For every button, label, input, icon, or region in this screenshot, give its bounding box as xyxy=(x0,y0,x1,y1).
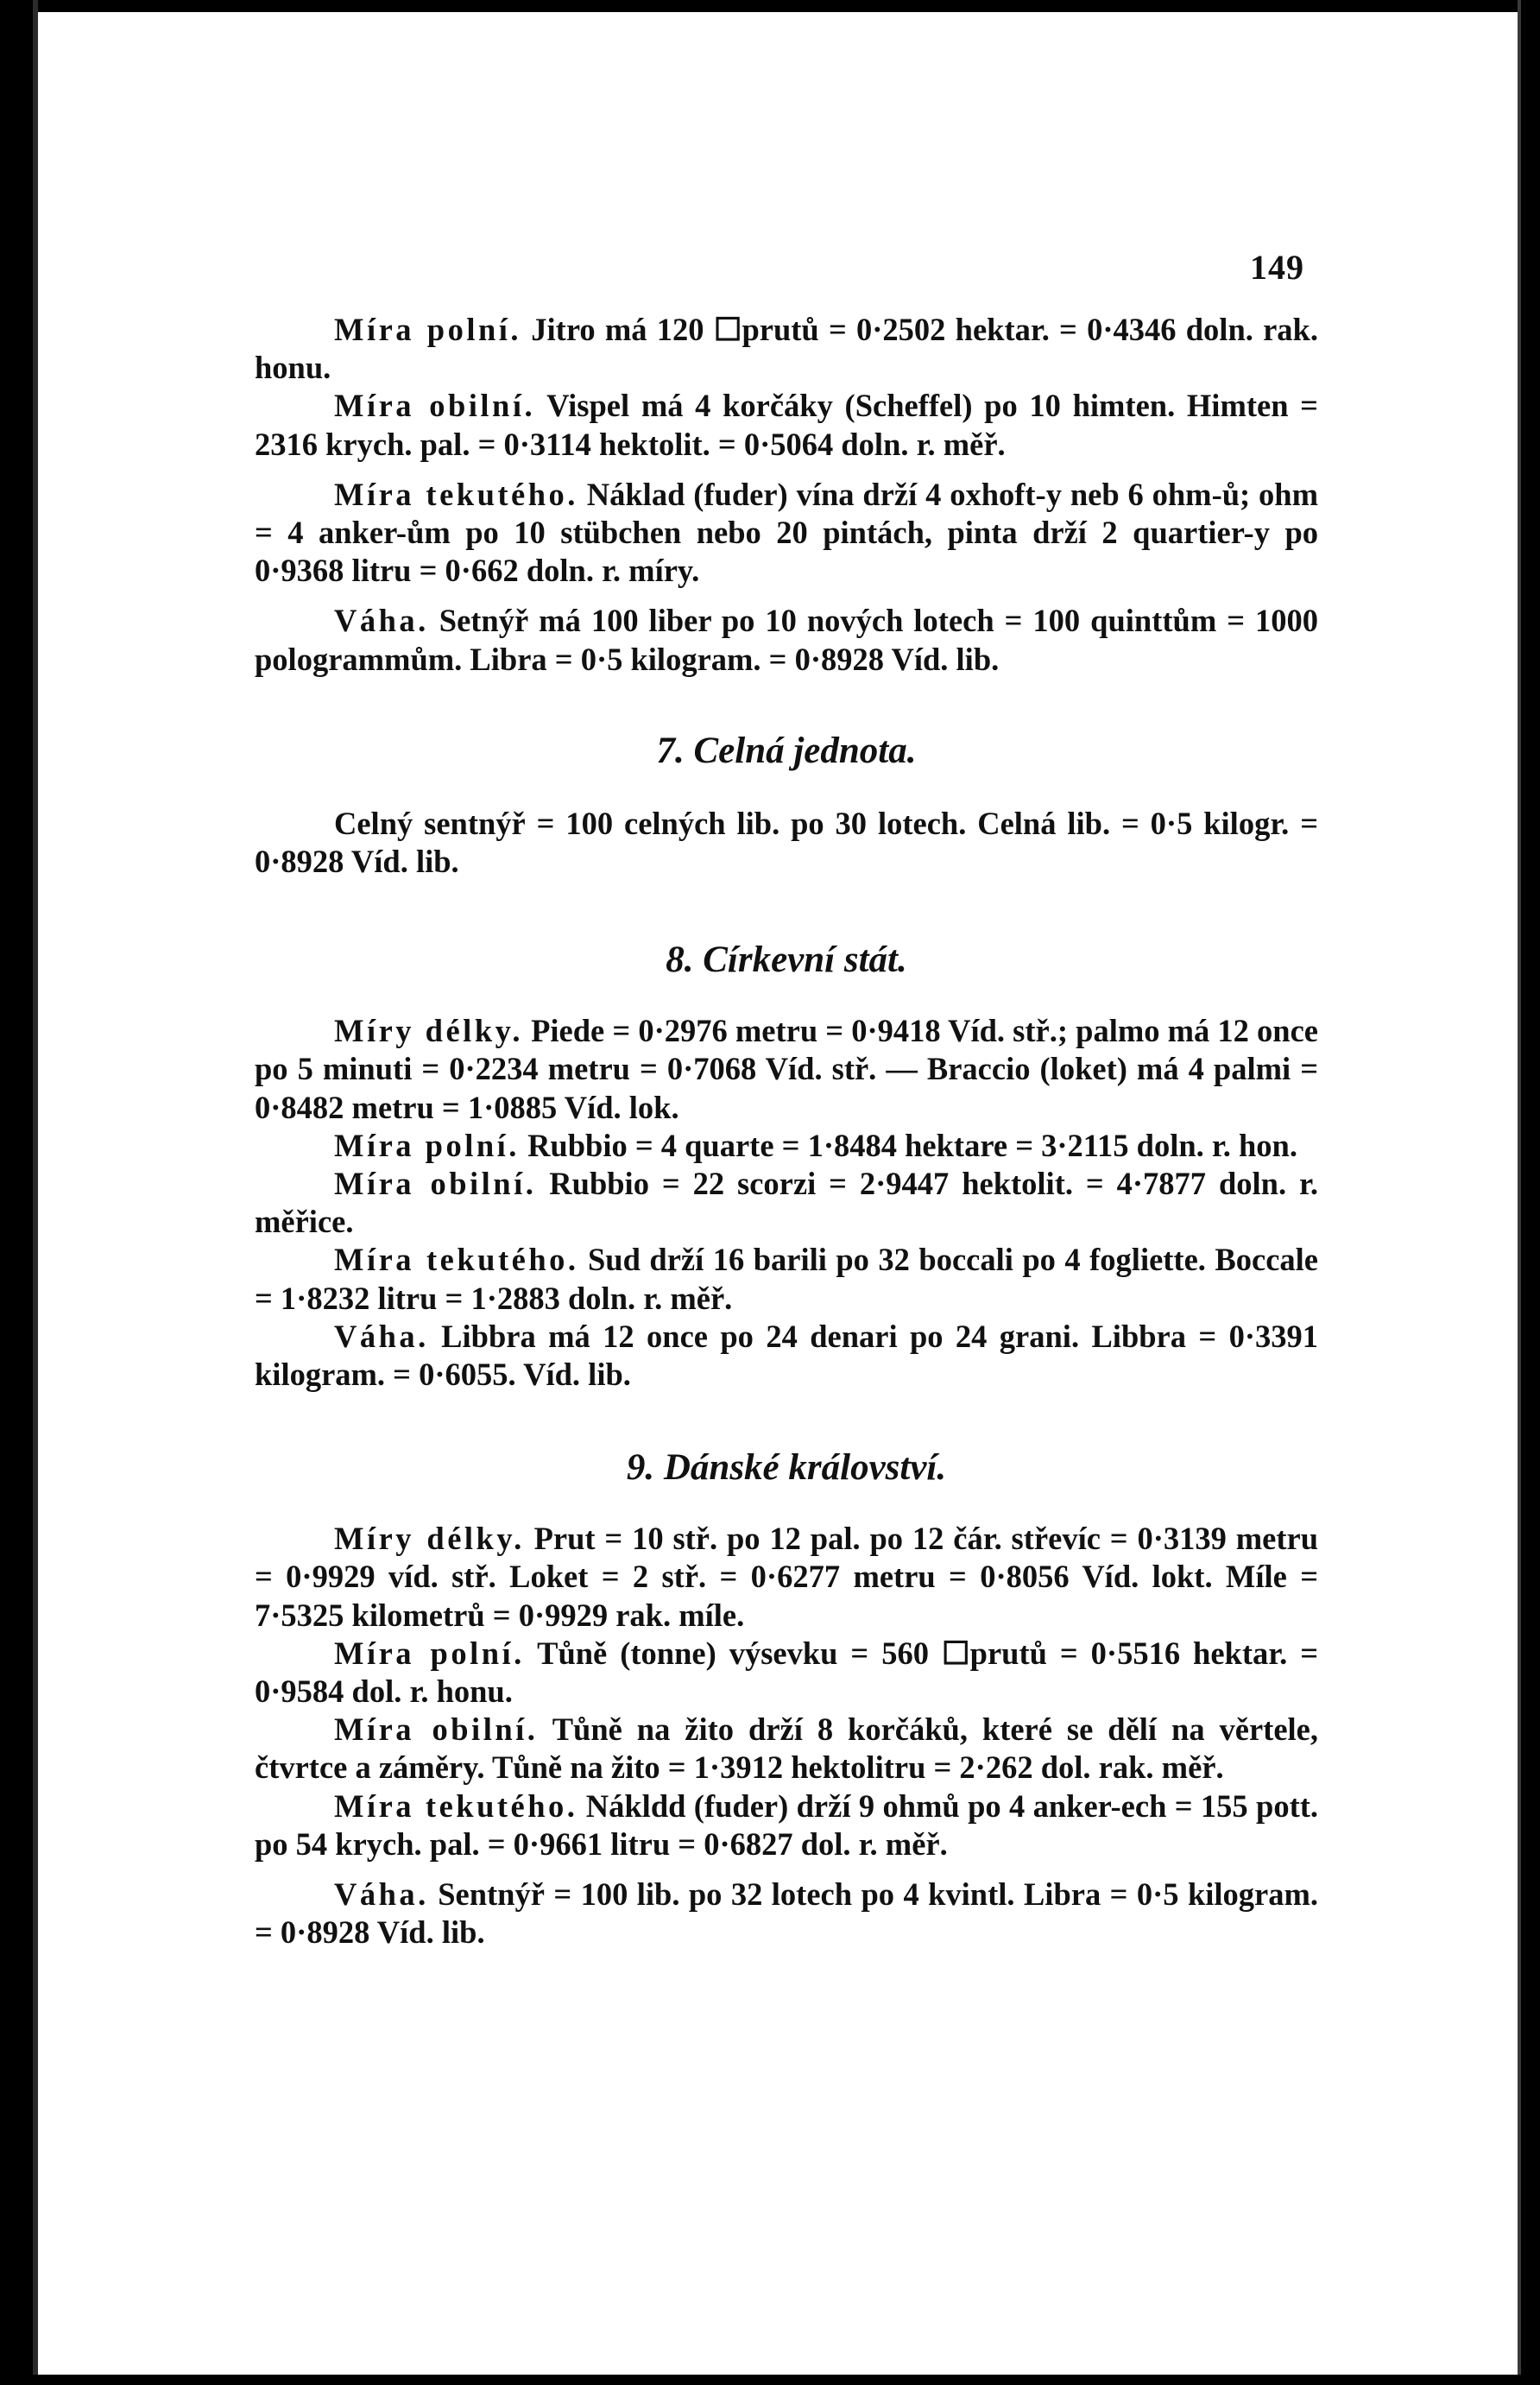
term-label: Míra obilní. xyxy=(334,1166,537,1202)
scan-border-right-shadow xyxy=(1518,0,1521,2385)
term-label: Míra polní. xyxy=(334,1127,520,1163)
paragraph-text: Tůně na žito drží 8 korčáků, které se dělí na věrtele, čtvrtce a záměry. Tůně na žito = 1·3912 hektolitru = 2·262 dol. rak. měř. xyxy=(255,1711,1318,1786)
term-label: Míra obilní. xyxy=(334,388,536,424)
term-label: Míra tekutého. xyxy=(334,476,578,512)
page-number: 149 xyxy=(1250,248,1304,287)
paragraph-mira-polni xyxy=(255,311,1318,387)
paragraph-text: Jitro má 120 ☐prutů = 0·2502 hektar. = 0·4346 doln. rak. honu. xyxy=(255,312,1318,386)
paragraph-text: Vispel má 4 korčáky (Scheffel) po 10 himten. Himten = 2316 krych. pal. = 0·3114 hektolit. = 0·5064 doln. r. měř. xyxy=(255,388,1318,462)
paragraph-mira-tekuteho xyxy=(255,476,1318,591)
term-label: Míra obilní. xyxy=(334,1711,539,1748)
paragraph-mira-obilni xyxy=(255,1711,1318,1787)
term-label: Míry délky. xyxy=(334,1013,523,1049)
term-label: Míry délky. xyxy=(334,1521,525,1557)
paragraph-mira-tekuteho xyxy=(255,1787,1318,1863)
paragraph-text: Tůně (tonne) výsevku = 560 ☐prutů = 0·5516 hektar. = 0·9584 dol. r. honu. xyxy=(255,1635,1318,1710)
paragraph-text: Libbra má 12 once po 24 denari po 24 grani. Libbra = 0·3391 kilogram. = 0·6055. Víd. lib. xyxy=(255,1318,1318,1393)
scan-border-top xyxy=(0,0,1540,12)
paragraph-text: Setnýř má 100 liber po 10 nových lotech = 100 quinttům = 1000 pologrammům. Libra = 0·5 kilogram. = 0·8928 Víd. lib. xyxy=(255,603,1318,677)
paragraph-mira-obilni xyxy=(255,387,1318,463)
paragraph-celny-sentnyr: Celný sentnýř = 100 celných lib. po 30 lotech. Celná lib. = 0·5 kilogr. = 0·8928 Víd. lib. xyxy=(255,805,1318,880)
paragraph-text: Piede = 0·2976 metru = 0·9418 Víd. stř.; palmo má 12 once po 5 minuti = 0·2234 metru = 0·7068 Víd. stř. — Braccio (loket) má 4 palmi = 0·8482 metru = 1·0885 Víd. lok. xyxy=(255,1013,1318,1125)
scan-border-right xyxy=(1521,0,1540,2385)
term-label: Míra polní. xyxy=(334,1635,525,1671)
term-label: Míra tekutého. xyxy=(334,1787,578,1824)
section-heading-cirkevni-stat: 8. Církevní stát. xyxy=(666,939,907,981)
term-label: Váha. xyxy=(334,1318,429,1354)
term-label: Váha. xyxy=(334,603,429,639)
paragraph-miry-delky xyxy=(255,1520,1318,1635)
paragraph-text: Nákldd (fuder) drží 9 ohmů po 4 anker-ech = 155 pott. po 54 krych. pal. = 0·9661 litru = 0·6827 dol. r. měř. xyxy=(255,1787,1319,1862)
term-label: Váha. xyxy=(334,1876,429,1913)
scan-border-left-shadow xyxy=(33,0,38,2385)
scan-border-bottom xyxy=(0,2375,1540,2385)
term-label: Míra tekutého. xyxy=(334,1242,579,1278)
paragraph-text: Rubbio = 4 quarte = 1·8484 hektare = 3·2115 doln. r. hon. xyxy=(519,1127,1297,1163)
paragraph-mira-tekuteho xyxy=(255,1241,1318,1317)
page-body xyxy=(255,311,1318,1952)
paragraph-vaha xyxy=(255,1876,1318,1952)
term-label: Míra polní. xyxy=(334,312,522,347)
paragraph-text: Rubbio = 22 scorzi = 2·9447 hektolit. = 4·7877 doln. r. měřice. xyxy=(255,1166,1318,1240)
scan-border-left xyxy=(0,0,33,2385)
paragraph-vaha xyxy=(255,1318,1318,1394)
paragraph-text: Sentnýř = 100 lib. po 32 lotech po 4 kvintl. Libra = 0·5 kilogram. = 0·8928 Víd. lib. xyxy=(255,1876,1318,1951)
paragraph-text: Prut = 10 stř. po 12 pal. po 12 čár. střevíc = 0·3139 metru = 0·9929 víd. stř. Loket = 2 stř. = 0·6277 metru = 0·8056 Víd. lokt. Míle = 7·5325 kilometrů = 0·9929 rak. míle. xyxy=(255,1521,1319,1633)
paragraph-vaha xyxy=(255,602,1318,678)
paragraph-text: Sud drží 16 barili po 32 boccali po 4 fogliette. Boccale = 1·8232 litru = 1·2883 doln. r. měř. xyxy=(255,1242,1318,1316)
paragraph-mira-polni xyxy=(255,1635,1318,1711)
paragraph-miry-delky xyxy=(255,1012,1318,1127)
paragraph-text: Náklad (fuder) vína drží 4 oxhoft-y neb 6 ohm-ů; ohm = 4 anker-ům po 10 stübchen nebo 20 pintách, pinta drží 2 quartier-y po 0·9368 litru = 0·662 doln. r. míry. xyxy=(255,476,1318,589)
paragraph-mira-obilni xyxy=(255,1165,1318,1241)
paragraph-mira-polni xyxy=(255,1127,1318,1165)
section-heading-danske-kralovstvi: 9. Dánské království. xyxy=(626,1447,947,1489)
section-heading-celna-jednota: 7. Celná jednota. xyxy=(656,730,917,771)
